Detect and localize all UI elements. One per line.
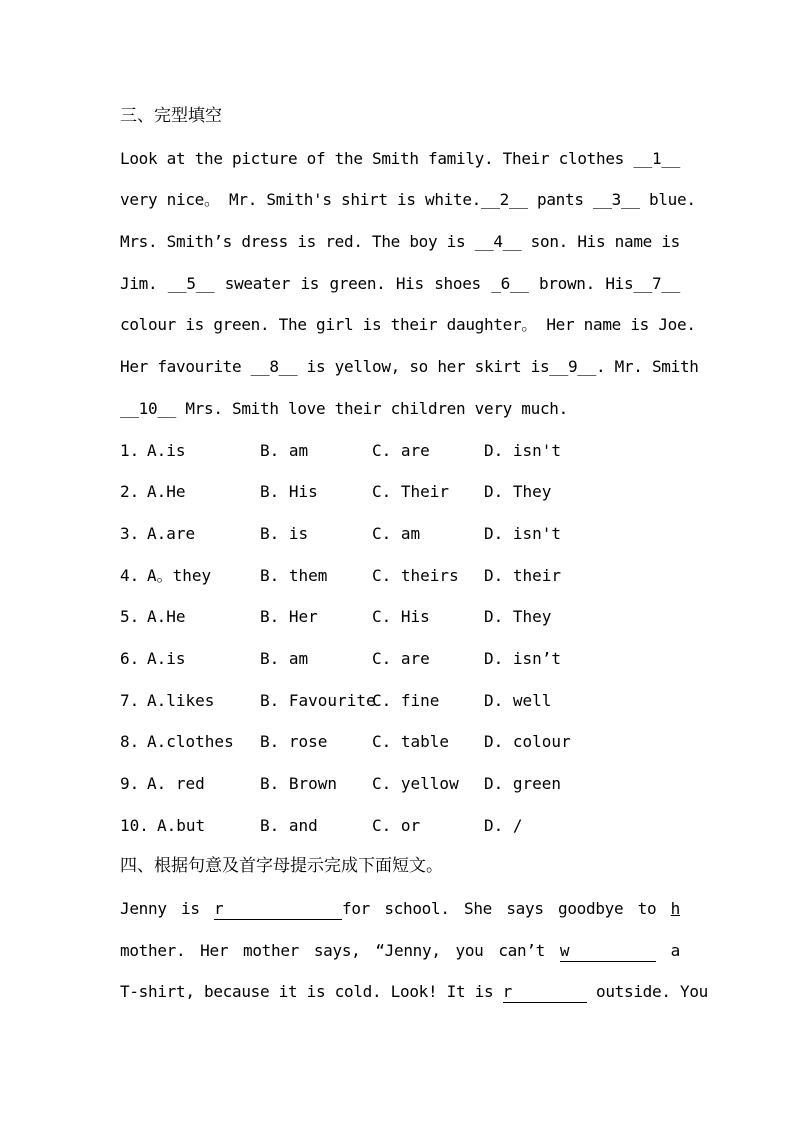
option-a: A.are	[147, 523, 196, 543]
passage-line: Jim. __5__ sweater is green. His shoes _6__ brown. His__7__	[120, 273, 680, 293]
option-c: C. yellow	[372, 774, 459, 793]
worksheet-page	[120, 96, 708, 1013]
option-c: C. fine	[372, 690, 440, 710]
question-number: 3.	[120, 523, 140, 543]
question-number: 2.	[120, 482, 140, 502]
option-a: A. red	[147, 774, 205, 793]
option-c: C. are	[372, 440, 430, 460]
option-a: A。they	[147, 565, 212, 585]
option-d: D. their	[484, 565, 562, 585]
passage-line	[120, 930, 680, 972]
question-number: 1.	[120, 440, 140, 460]
option-b: B. Her	[260, 607, 318, 627]
option-b: B. Brown	[260, 774, 338, 793]
question-row	[120, 638, 680, 680]
option-a: A.He	[147, 482, 186, 502]
question-number: 8.	[120, 732, 140, 752]
option-d: D. They	[484, 482, 552, 502]
question-number: 9.	[120, 774, 140, 793]
passage-text: a	[655, 940, 680, 960]
option-a: A.He	[147, 607, 186, 627]
question-number: 10.	[120, 815, 149, 835]
question-row	[120, 555, 680, 597]
question-number: 4.	[120, 565, 140, 585]
section-3-title: 三、完型填空	[120, 106, 222, 126]
blank-hint-letter: r	[502, 982, 512, 1002]
question-row	[120, 763, 680, 805]
question-row	[120, 805, 680, 847]
question-number: 6.	[120, 648, 140, 668]
passage-line: Her favourite __8__ is yellow, so her skirt is__9__. Mr. Smith	[120, 357, 699, 377]
answer-blank-1[interactable]	[214, 899, 342, 920]
option-b: B. is	[260, 523, 309, 543]
option-d: D. isn’t	[484, 648, 562, 668]
option-d: D. isn't	[484, 523, 562, 543]
answer-blank-2[interactable]	[560, 941, 656, 962]
question-number: 5.	[120, 607, 140, 627]
option-c: C. are	[372, 648, 430, 668]
option-d: D. well	[484, 690, 552, 710]
passage-line: __10__ Mrs. Smith love their children very much.	[120, 398, 568, 418]
option-c: C. am	[372, 523, 421, 543]
option-a: A.but	[157, 815, 206, 835]
question-row	[120, 680, 680, 722]
option-a: A.is	[147, 440, 186, 460]
option-c: C. or	[372, 815, 421, 835]
option-d: D. green	[484, 774, 562, 793]
passage-text: Jenny is	[120, 899, 214, 919]
option-b: B. and	[260, 815, 318, 835]
option-b: B. am	[260, 648, 309, 668]
hint-letter-underlined[interactable]: h	[670, 899, 680, 919]
question-row	[120, 596, 680, 638]
option-b: B. rose	[260, 732, 328, 752]
option-c: C. theirs	[372, 565, 459, 585]
option-a: A.clothes	[147, 732, 234, 752]
question-row	[120, 430, 680, 472]
question-row	[120, 513, 680, 555]
passage-line	[120, 971, 708, 1013]
passage-text: mother. Her mother says, “Jenny, you can’t	[120, 940, 560, 960]
question-number: 7.	[120, 690, 140, 710]
blank-hint-letter: r	[214, 899, 224, 919]
option-d: D. /	[484, 815, 523, 835]
passage-line: very nice。 Mr. Smith's shirt is white.__2__ pants __3__ blue.	[120, 190, 696, 210]
option-a: A.likes	[147, 690, 215, 710]
option-b: B. His	[260, 482, 318, 502]
option-b: B. am	[260, 440, 309, 460]
option-c: C. table	[372, 732, 450, 752]
passage-text: T-shirt, because it is cold. Look! It is	[120, 982, 503, 1002]
question-list	[120, 430, 680, 847]
option-d: D. They	[484, 607, 552, 627]
passage-text: for school. She says goodbye to	[342, 899, 671, 919]
blank-hint-letter: w	[559, 940, 570, 960]
answer-blank-3[interactable]	[503, 982, 587, 1003]
passage-line: Mrs. Smith’s dress is red. The boy is __4__ son. His name is	[120, 232, 680, 252]
passage-line: Look at the picture of the Smith family. Their clothes __1__	[120, 148, 680, 168]
section-4-title: 四、根据句意及首字母提示完成下面短文。	[120, 856, 443, 877]
passage-line: colour is green. The girl is their daughter。 Her name is Joe.	[120, 315, 696, 335]
fill-in-passage	[120, 888, 708, 1013]
question-row	[120, 471, 680, 513]
option-c: C. His	[372, 607, 430, 627]
option-a: A.is	[147, 648, 186, 668]
passage-text: outside. You	[586, 982, 708, 1002]
option-b: B. them	[260, 565, 328, 585]
option-c: C. Their	[372, 482, 450, 502]
cloze-passage	[120, 138, 699, 430]
passage-line	[120, 888, 680, 930]
option-b: B. Favourite	[260, 690, 376, 710]
option-d: D. isn't	[484, 440, 562, 460]
question-row	[120, 721, 680, 763]
option-d: D. colour	[484, 732, 571, 752]
